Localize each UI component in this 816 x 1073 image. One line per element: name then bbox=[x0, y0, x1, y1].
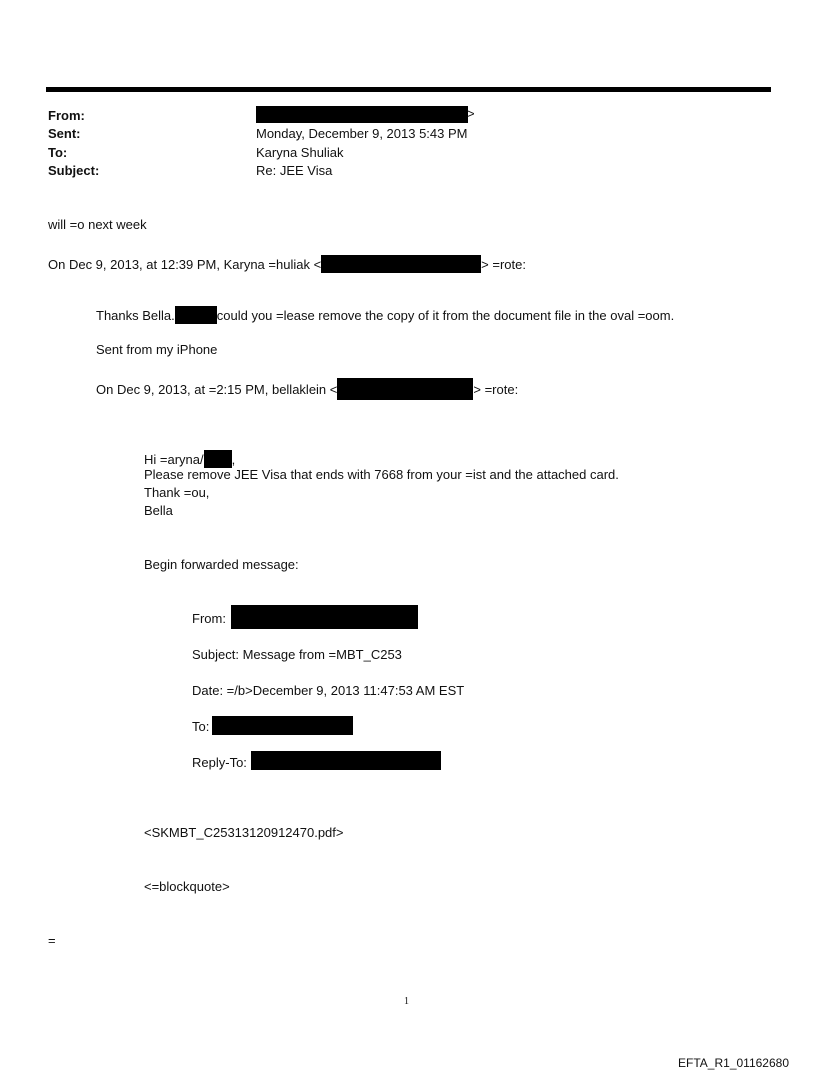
hi-line bbox=[144, 450, 235, 468]
reply-1-prefix: On Dec 9, 2013, at 12:39 PM, Karyna =huliak < bbox=[48, 257, 322, 272]
bella-line: Bella bbox=[144, 503, 173, 518]
subject-label: Subject: bbox=[48, 163, 100, 178]
fwd-subject: Subject: Message from =MBT_C253 bbox=[192, 647, 402, 662]
from-label: From: bbox=[48, 108, 85, 123]
sent-from-line: Sent from my iPhone bbox=[96, 342, 218, 357]
thank-line: Thank =ou, bbox=[144, 485, 210, 500]
thanks-line bbox=[96, 306, 674, 324]
fwd-from-label: From: bbox=[192, 611, 226, 626]
blockquote-text: <=blockquote> bbox=[144, 879, 230, 894]
reply-2-header bbox=[96, 378, 518, 400]
fwd-from-line bbox=[192, 611, 226, 627]
fwd-date: Date: =/b>December 9, 2013 11:47:53 AM EST bbox=[192, 683, 465, 698]
hi-suffix: , bbox=[231, 452, 236, 467]
subject-value: Re: JEE Visa bbox=[256, 163, 333, 178]
begin-forwarded: Begin forwarded message: bbox=[144, 557, 299, 572]
reply-2-suffix: > =rote: bbox=[473, 382, 519, 397]
equals-sign: = bbox=[48, 933, 56, 948]
thanks-suffix: could you =lease remove the copy of it from the document file in the oval =oom. bbox=[216, 308, 675, 323]
reply-1-redaction bbox=[321, 255, 481, 273]
header-rule bbox=[46, 87, 771, 92]
fwd-reply-label: Reply-To: bbox=[192, 755, 247, 770]
thanks-redaction bbox=[175, 306, 217, 324]
to-label: To: bbox=[48, 145, 68, 160]
fwd-reply-redaction bbox=[251, 751, 441, 770]
page-number: 1 bbox=[404, 996, 409, 1007]
body-line-1: will =o next week bbox=[48, 217, 147, 232]
please-line: Please remove JEE Visa that ends with 7668 from your =ist and the attached card. bbox=[144, 467, 619, 482]
from-suffix: > bbox=[467, 106, 475, 121]
reply-1-header bbox=[48, 255, 526, 273]
fwd-from-redaction bbox=[231, 605, 418, 629]
thanks-prefix: Thanks Bella. bbox=[96, 308, 175, 323]
reply-2-prefix: On Dec 9, 2013, at =2:15 PM, bellaklein < bbox=[96, 382, 338, 397]
fwd-to-redaction bbox=[212, 716, 353, 735]
reply-2-redaction bbox=[337, 378, 473, 400]
fwd-to-label: To: bbox=[192, 719, 210, 734]
attachment-name: <SKMBT_C25313120912470.pdf> bbox=[144, 825, 344, 840]
document-id: EFTA_R1_01162680 bbox=[678, 1056, 789, 1070]
sent-label: Sent: bbox=[48, 126, 81, 141]
to-value: Karyna Shuliak bbox=[256, 145, 344, 160]
sent-value: Monday, December 9, 2013 5:43 PM bbox=[256, 126, 468, 141]
from-redaction bbox=[256, 106, 468, 123]
reply-1-suffix: > =rote: bbox=[481, 257, 526, 272]
hi-prefix: Hi =aryna/ bbox=[144, 452, 204, 467]
hi-redaction bbox=[204, 450, 232, 468]
